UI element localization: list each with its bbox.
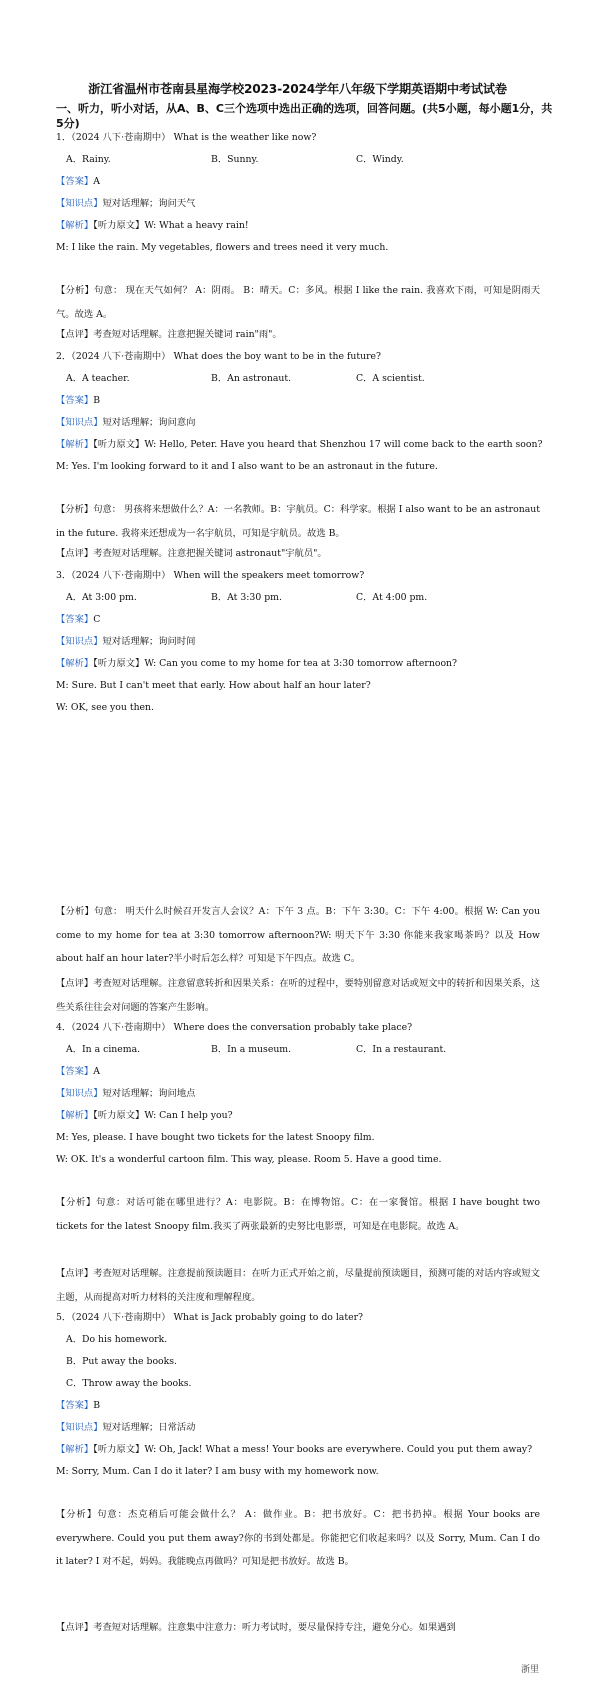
dianping-label: 【点评】	[56, 1268, 94, 1279]
dialogue-line: M: Sorry, Mum. Can I do it later? I am busy with my homework now.	[56, 1466, 379, 1477]
fenxi-label: 【分析】	[56, 285, 94, 296]
analysis-label: 【解析】	[56, 1110, 94, 1121]
dialogue-line: W: Oh, Jack! What a mess! Your books are everywhere. Could you put them away?	[144, 1444, 533, 1455]
kp-label: 【知识点】	[56, 636, 103, 647]
question-stem: 5．（2024 八下·苍南期中） What is Jack probably going to do later?	[56, 1312, 364, 1323]
option-c: C．Throw away the books.	[66, 1378, 192, 1389]
option-a: A．At 3:00 pm.	[66, 592, 137, 603]
knowledge-point	[56, 636, 195, 648]
dianping-line	[56, 329, 282, 341]
dianping-line	[56, 1622, 456, 1634]
kp-label: 【知识点】	[56, 1422, 103, 1433]
answer-line	[56, 395, 100, 407]
dianping-text: 考查短对话理解。注意把握关键词 rain"雨"。	[93, 329, 282, 340]
question-stem: 2．（2024 八下·苍南期中） What does the boy want to be in the future?	[56, 351, 382, 362]
dialogue-line: M: Yes, please. I have bought two tickets for the latest Snoopy film.	[56, 1132, 375, 1143]
fenxi-text: 句意： 明天什么时候召开发言人会议？A：下午 3 点。B：下午 3:30。C：下午 4:00。根据 W: Can you come to my home for tea at 3:30 tomorrow afternoon?W: 明天下午 3:30 你能来我家喝茶吗？以及 How about half an hour later?半小时后怎么样？可知是下午四点。故选 C。	[56, 906, 540, 964]
dialogue-line: W: Can I help you?	[144, 1110, 233, 1121]
dianping-label: 【点评】	[56, 978, 94, 989]
option-a: A．Rainy.	[66, 154, 111, 165]
fenxi-text: 句意：对话可能在哪里进行？A：电影院。B：在博物馆。C：在一家餐馆。根据 I have bought two tickets for the latest Snoopy film.我买了两张最新的史努比电影票，可知是在电影院。故选 A。	[56, 1197, 540, 1232]
dialogue-line: W: What a heavy rain!	[144, 220, 249, 231]
answer-value: A	[93, 176, 100, 187]
section-heading: 一、听力，听小对话，从A、B、C三个选项中选出正确的选项，回答问题。(共5小题，每小题1分，共5分)	[56, 102, 553, 130]
dialogue-line: M: I like the rain. My vegetables, flowers and trees need it very much.	[56, 242, 389, 253]
fenxi-block	[56, 498, 540, 545]
dianping-label: 【点评】	[56, 329, 94, 340]
dianping-block	[56, 972, 540, 1019]
answer-value: A	[93, 1066, 100, 1077]
knowledge-point	[56, 1422, 195, 1434]
fenxi-block	[56, 900, 540, 971]
fenxi-text: 句意：杰克稍后可能会做什么？ A：做作业。B：把书放好。C：把书扔掉。根据 Your books are everywhere. Could you put them away?你的书到处都是。你能把它们收起来吗？以及 Sorry, Mum. Can I do it later? I 对不起，妈妈。我能晚点再做吗？可知是把书放好。故选 B。	[56, 1509, 540, 1567]
dianping-label: 【点评】	[56, 548, 94, 559]
answer-line	[56, 1400, 100, 1412]
kp-value: 短对话理解；询问天气	[102, 198, 196, 209]
option-b: B．An astronaut.	[211, 373, 292, 384]
answer-value: C	[93, 614, 101, 625]
page-footer: 浙里	[520, 1665, 539, 1675]
option-b: B．In a museum.	[211, 1044, 292, 1055]
answer-label: 【答案】	[56, 1400, 94, 1411]
option-a: A．In a cinema.	[66, 1044, 141, 1055]
kp-label: 【知识点】	[56, 198, 103, 209]
listen-label: 【听力原文】	[93, 658, 145, 669]
dianping-text: 考查短对话理解。注意提前预读题目：在听力正式开始之前，尽量提前预读题目，预测可能的对话内容或短文主题，从而提高对听力材料的关注度和理解程度。	[56, 1268, 540, 1303]
option-b: B．Put away the books.	[66, 1356, 177, 1367]
dianping-label: 【点评】	[56, 1622, 94, 1633]
fenxi-block	[56, 1503, 540, 1574]
knowledge-point	[56, 198, 195, 210]
option-c: C．At 4:00 pm.	[356, 592, 428, 603]
question-stem: 3．（2024 八下·苍南期中） When will the speakers meet tomorrow?	[56, 570, 365, 581]
listen-label: 【听力原文】	[93, 1444, 145, 1455]
exam-title: 浙江省温州市苍南县星海学校2023-2024学年八年级下学期英语期中考试试卷	[88, 82, 507, 96]
question-stem: 1．（2024 八下·苍南期中） What is the weather like now?	[56, 132, 317, 143]
answer-line	[56, 176, 100, 188]
option-c: C．A scientist.	[356, 373, 425, 384]
question-stem: 4．（2024 八下·苍南期中） Where does the conversation probably take place?	[56, 1022, 413, 1033]
analysis-line	[56, 220, 249, 232]
option-b: B．At 3:30 pm.	[211, 592, 282, 603]
dialogue-line: W: Can you come to my home for tea at 3:30 tomorrow afternoon?	[144, 658, 458, 669]
option-c: C．Windy.	[356, 154, 404, 165]
listen-label: 【听力原文】	[93, 439, 145, 450]
option-b: B．Sunny.	[211, 154, 259, 165]
kp-value: 短对话理解；日常活动	[102, 1422, 196, 1433]
dialogue-line: M: Yes. I'm looking forward to it and I also want to be an astronaut in the future.	[56, 461, 438, 472]
fenxi-text: 句意： 男孩将来想做什么？A：一名教师。B：宇航员。C：科学家。根据 I also want to be an astronaut in the future. 我将来还想成为一名宇航员，可知是宇航员。故选 B。	[56, 504, 540, 539]
analysis-label: 【解析】	[56, 220, 94, 231]
dianping-line	[56, 548, 327, 560]
analysis-line	[56, 1110, 233, 1122]
fenxi-block	[56, 1191, 540, 1238]
analysis-line	[56, 1444, 532, 1456]
answer-label: 【答案】	[56, 614, 94, 625]
dianping-block	[56, 1262, 540, 1309]
analysis-label: 【解析】	[56, 439, 94, 450]
analysis-label: 【解析】	[56, 658, 94, 669]
answer-label: 【答案】	[56, 395, 94, 406]
answer-line	[56, 1066, 100, 1078]
knowledge-point	[56, 1088, 195, 1100]
kp-value: 短对话理解；询问意向	[102, 417, 196, 428]
dianping-text: 考查短对话理解。注意集中注意力：听力考试时，要尽量保持专注，避免分心。如果遇到	[93, 1622, 456, 1633]
answer-label: 【答案】	[56, 1066, 94, 1077]
fenxi-label: 【分析】	[56, 1509, 98, 1520]
option-c: C．In a restaurant.	[356, 1044, 447, 1055]
dialogue-line: W: OK. It's a wonderful cartoon film. This way, please. Room 5. Have a good time.	[56, 1154, 442, 1165]
answer-label: 【答案】	[56, 176, 94, 187]
option-a: A．A teacher.	[66, 373, 130, 384]
answer-value: B	[93, 395, 101, 406]
dialogue-line: W: OK, see you then.	[56, 702, 155, 713]
fenxi-label: 【分析】	[56, 504, 94, 515]
dianping-text: 考查短对话理解。注意留意转折和因果关系：在听的过程中，要特别留意对话或短文中的转折和因果关系，这些关系往往会对问题的答案产生影响。	[56, 978, 540, 1013]
kp-value: 短对话理解；询问地点	[102, 1088, 196, 1099]
fenxi-text: 句意： 现在天气如何？ A：阴雨。 B：晴天。C：多风。根据 I like the rain. 我喜欢下雨，可知是阴雨天气。故选 A。	[56, 285, 540, 320]
analysis-label: 【解析】	[56, 1444, 94, 1455]
option-a: A．Do his homework.	[66, 1334, 168, 1345]
kp-label: 【知识点】	[56, 417, 103, 428]
dialogue-line: M: Sure. But I can't meet that early. How about half an hour later?	[56, 680, 371, 691]
answer-value: B	[93, 1400, 101, 1411]
fenxi-block	[56, 279, 540, 326]
dianping-text: 考查短对话理解。注意把握关键词 astronaut"宇航员"。	[93, 548, 327, 559]
dialogue-line: W: Hello, Peter. Have you heard that Shenzhou 17 will come back to the earth soon?	[144, 439, 543, 450]
knowledge-point	[56, 417, 195, 429]
analysis-line	[56, 658, 457, 670]
listen-label: 【听力原文】	[93, 1110, 145, 1121]
fenxi-label: 【分析】	[56, 1197, 97, 1208]
fenxi-label: 【分析】	[56, 906, 95, 917]
kp-value: 短对话理解；询问时间	[102, 636, 196, 647]
listen-label: 【听力原文】	[93, 220, 145, 231]
answer-line	[56, 614, 100, 626]
analysis-line	[56, 439, 542, 451]
kp-label: 【知识点】	[56, 1088, 103, 1099]
